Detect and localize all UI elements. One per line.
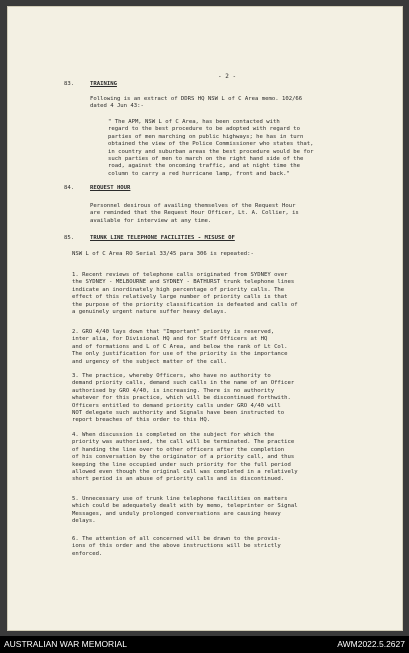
- footer-institution: AUSTRALIAN WAR MEMORIAL: [4, 639, 127, 649]
- archive-footer-bar: [0, 636, 409, 653]
- section-85-paragraph-3: 3. The practice, whereby Officers, who have no authority to demand priority calls, demand such calls in the name of an Officer authorised by GRO 4/40, is increasing. There is no authority whatever for this practice, which will be discontinued forthwith. Officers entitled to demand priority calls under GRO 4/40 will NOT delegate such authority and Signals have been instructed to report breaches of this order to this HQ.: [72, 373, 295, 424]
- section-85-paragraph-6: 6. The attention of all concerned will be drawn to the provis- ions of this order and the above instructions will be strictly enforced.: [72, 536, 281, 557]
- section-83-intro: Following is an extract of DDRS HQ NSW L of C Area memo. 102/66 dated 4 Jun 43:-: [90, 96, 303, 110]
- section-85-intro: NSW L of C Area RO Serial 33/45 para 306 is repeated:-: [72, 251, 254, 257]
- section-85-paragraph-2: 2. GRO 4/40 lays down that "Important" priority is reserved, inter alia, for Divisional HQ and for Staff Officers at HQ and of formations and L of C Area, and below the rank of Lt Col. The only justification for use of the priority is the importance and urgency of the subject matter of the call.: [72, 329, 288, 365]
- document-page: [7, 6, 403, 631]
- section-84-body: Personnel desirous of availing themselves of the Request Hour are reminded that the Request Hour Officer, Lt. A. Collier, is available for interview at any time.: [90, 203, 299, 224]
- section-85-paragraph-1: 1. Recent reviews of telephone calls originated from SYDNEY over the SYDNEY - MELBOURNE and SYDNEY - BATHURST trunk telephone lines indicate an inordinately high percentage of priority calls. The effect of this relatively large number of priority calls is that the purpose of the priority classification is defeated and calls of a genuinely urgent nature suffer heavy delays.: [72, 272, 298, 316]
- section-85-number: 85.: [64, 235, 75, 241]
- section-85-paragraph-4: 4. When discussion is completed on the subject for which the priority was authorised, the call will be terminated. The practice of handing the line over to other officers after the completion of his conversation by the originator of a priority call, and thus keeping the line occupied under such priority for the full period allowed even though the original call was completed in a relatively short period is an abuse of priority calls and is discontinued.: [72, 432, 298, 483]
- section-84-title: REQUEST HOUR: [90, 185, 131, 191]
- section-85-paragraph-5: 5. Unnecessary use of trunk line telephone facilities on matters which could be adequately dealt with by memo, teleprinter or Signal Messages, and unduly prolonged conversations are causing heavy delays.: [72, 496, 298, 525]
- section-85-title: TRUNK LINE TELEPHONE FACILITIES - MISUSE OF: [90, 235, 235, 241]
- section-83-title: TRAINING: [90, 81, 117, 87]
- section-83-number: 83.: [64, 81, 75, 87]
- footer-catalog-id: AWM2022.5.2627: [337, 639, 405, 649]
- section-83-quote: " The APM, NSW L of C Area, has been contacted with regard to the best procedure to be adopted with regard to parties of men marching on public highways; he has in turn obtained the view of the Police Commissioner who states that, in country and suburban areas the best procedure would be for such parties of men to march on the right hand side of the road, against the oncoming traffic, and at night time the column to carry a red hurricane lamp, front and back.": [108, 119, 314, 177]
- section-84-number: 84.: [64, 185, 75, 191]
- page-number: - 2 -: [218, 73, 237, 80]
